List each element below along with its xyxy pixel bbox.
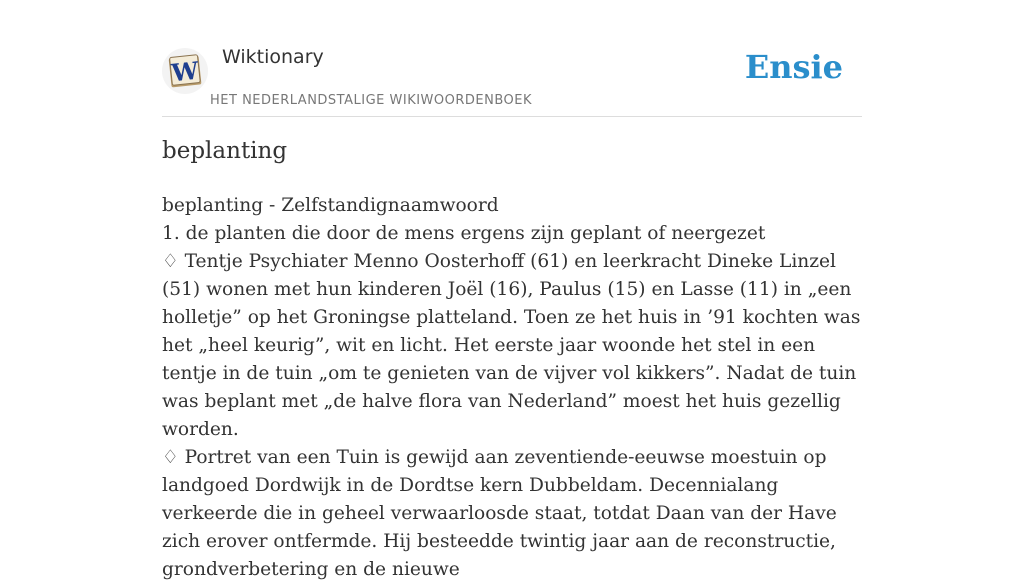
example-sentence: ♢ Tentje Psychiater Menno Oosterhoff (61) en leerkracht Dineke Linzel (51) wonen met hun kinderen Joël (16), Paulus (15) en Lasse (11) in „een holletje” op het Groningse platteland. Toen ze het huis in ’91 kochten was het „heel keurig”, wit en licht. Het eerste jaar woonde het stel in een tentje in de tuin „om te genieten van de vijver vol kikkers”. Nadat de tuin was beplant met „de halve flora van Nederland” moest het huis gezellig worden. [162,251,861,440]
ensie-brand-link[interactable]: Ensie [744,48,843,86]
example-sentence: ♢ Portret van een Tuin is gewijd aan zeventiende-eeuwse moestuin op landgoed Dordwijk in de Dordtse kern Dubbeldam. Decennialang verkeerde die in geheel verwaarloosde staat, totdat Daan van der Have zich erover ontfermde. Hij besteedde twintig jaar aan de reconstructie, grondverbetering en de nieuwe [162,447,837,580]
logo-letter: W [170,55,200,88]
entry-definition: 1. de planten die door de mens ergens zijn geplant of neergezet [162,223,766,244]
entry-content [162,192,862,584]
site-tagline: HET NEDERLANDSTALIGE WIKIWOORDENBOEK [210,93,533,108]
entry-heading: beplanting - Zelfstandignaamwoord [162,195,499,216]
wiktionary-tile-icon [167,53,203,89]
page-title: beplanting [162,138,288,164]
wiktionary-logo[interactable] [162,48,208,94]
site-name[interactable]: Wiktionary [222,46,324,68]
site-header [162,44,862,117]
